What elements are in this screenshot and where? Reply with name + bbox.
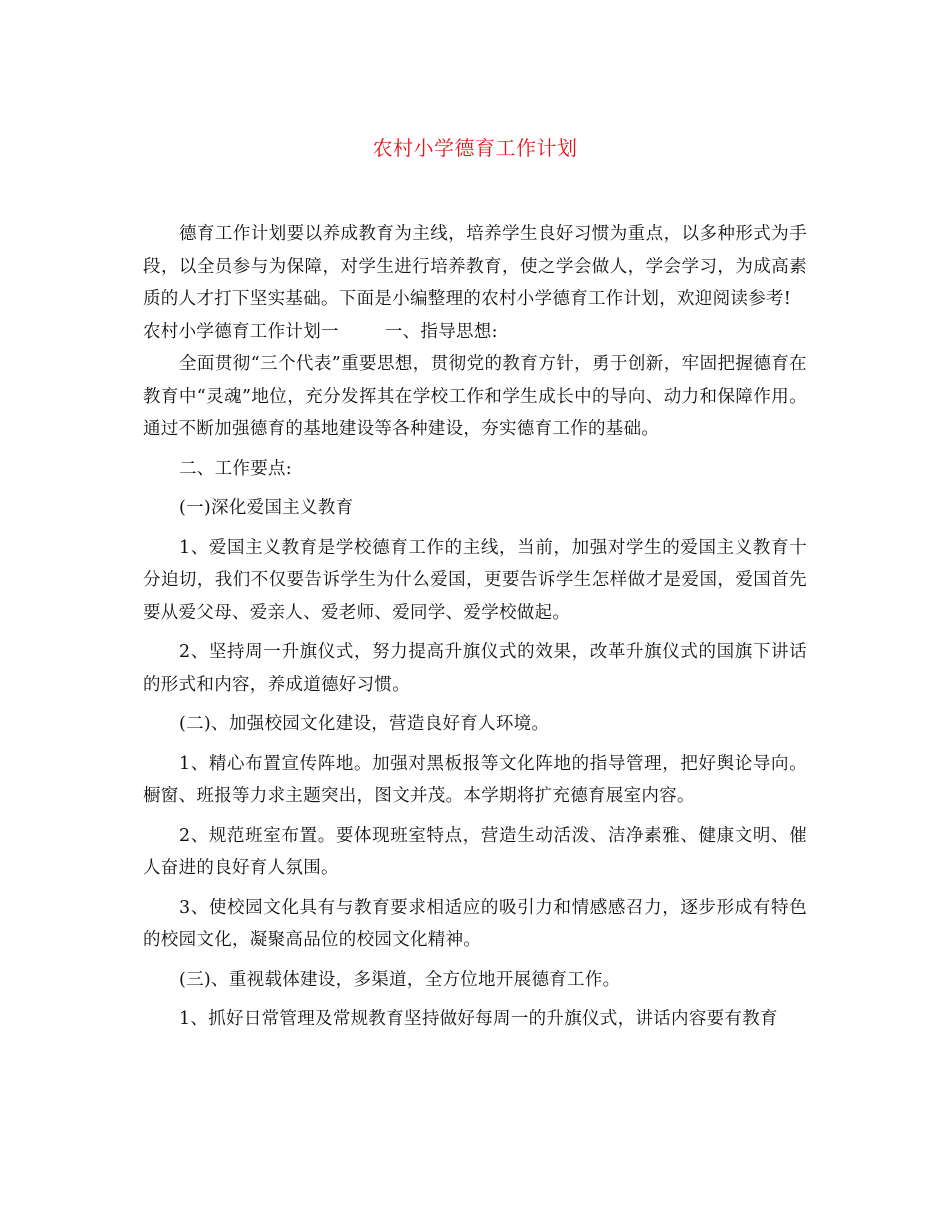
- sub3-item1: 1、抓好日常管理及常规教育坚持做好每周一的升旗仪式，讲话内容要有教育: [179, 1009, 778, 1029]
- sub3-heading: (三)、重视载体建设，多渠道，全方位地开展德育工作。: [179, 969, 621, 990]
- sub2-item1: 1、精心布置宣传阵地。加强对黑板报等文化阵地的指导管理，把好舆论导向。橱窗、班报等力求主题突出，图文并茂。本学期将扩充德育展室内容。: [143, 753, 807, 806]
- plan-heading-line: [143, 316, 807, 349]
- sub2-item2: 2、规范班室布置。要体现班室特点，营造生动活泼、洁净素雅、健康文明、催人奋进的良好育人氛围。: [143, 825, 807, 878]
- section2-heading: 二、工作要点:: [179, 458, 292, 479]
- document-title: 农村小学德育工作计划: [372, 136, 578, 160]
- document-body: [143, 218, 807, 1036]
- section1-body: 全面贯彻“三个代表”重要思想，贯彻党的教育方针，勇于创新，牢固把握德育在教育中“灵魂”地位，充分发挥其在学校工作和学生成长中的导向、动力和保障作用。通过不断加强德育的基地建设等各种建设，夯实德育工作的基础。: [143, 354, 807, 439]
- sub2-heading: (二)、加强校园文化建设，营造良好育人环境。: [179, 714, 550, 734]
- sub1-item2: 2、坚持周一升旗仪式，努力提高升旗仪式的效果，改革升旗仪式的国旗下讲话的形式和内容，养成道德好习惯。: [143, 642, 807, 695]
- section1-heading: 一、指导思想:: [384, 321, 498, 342]
- sub1-heading: (一)深化爱国主义教育: [179, 498, 354, 518]
- sub2-item3: 3、使校园文化具有与教育要求相适应的吸引力和情感感召力，逐步形成有特色的校园文化，凝聚高品位的校园文化精神。: [143, 897, 807, 950]
- sub1-item1: 1、爱国主义教育是学校德育工作的主线，当前，加强对学生的爱国主义教育十分迫切，我们不仅要告诉学生为什么爱国，更要告诉学生怎样做才是爱国，爱国首先要从爱父母、爱亲人、爱老师、爱同学、爱学校做起。: [143, 537, 807, 623]
- intro-paragraph: 德育工作计划要以养成教育为主线，培养学生良好习惯为重点，以多种形式为手段，以全员参与为保障，对学生进行培养教育，使之学会做人，学会学习，为成高素质的人才打下坚实基础。下面是小编整理的农村小学德育工作计划，欢迎阅读参考!: [143, 224, 807, 309]
- plan-label: 农村小学德育工作计划一: [143, 321, 339, 342]
